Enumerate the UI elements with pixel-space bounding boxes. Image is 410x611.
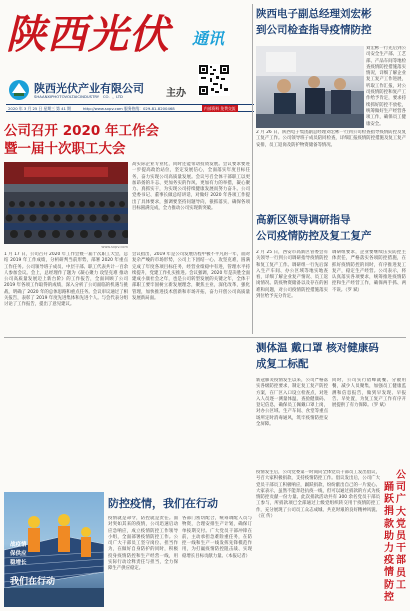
masthead-subtitle: 通讯 — [192, 29, 225, 48]
story-frontline-body-right: 各部门密切配合，统筹调配人员与物资，合理安排生产计划，确保订单按期交付。广大党员干部冲锋在前，主动承担急难险重任务，在防控一线和生产一线发挥先锋模范作用，为打赢疫情防控阻击战、实现稳增长目标贡献力量。（本报记者） — [182, 516, 252, 559]
story-vertical-headline-col2: 踊跃捐款助力疫情防控 — [384, 482, 394, 603]
story-main-headline-1: 公司召开 2020 年工作会 — [4, 123, 159, 139]
photo-caption-4: 我们在行动 — [10, 577, 56, 587]
story-gaoxin-headline-2: 公司疫情防控及复工复产 — [256, 230, 372, 242]
meeting-photo — [256, 46, 364, 128]
story-gaoxin-body-right: 调研组要求，企业要继续压实防控主体责任，严格落实各项防控措施，在抓好疫情防控的同时，有序推进复工复产，稳定生产经营。公司表示，将认真落实各项要求，统筹推进疫情防控和生产经营工作，确保两手抓、两不误。（罗 斌） — [332, 250, 406, 293]
story-main-headline-2: 暨一届十次职工大会 — [4, 141, 126, 157]
story-quality-body-left: 新冠肺炎疫情发生以来，公司严格落实各级防控要求，制定复工复产防控方案，在厂区入口设立检查点，对进入人员逐一测量体温、查验健康码、登记信息，确保员工佩戴口罩上岗，对办公区域、生产车间、食堂等重点场所定时消毒通风，筑牢疫情防控安全屏障。 — [256, 378, 328, 428]
story-top-right-sidebar-text: 刘宏彬一行先后到公司安全生产部、工艺部、产品车间等地检查疫情防控措施落实情况，详细了解企业复工复产工作进展，听取工作汇报，对公司疫情防控和复产工作给予肯定，要求持续抓好防控不放松，统筹做好生产经营各项工作，确保员工健康安全。 — [366, 46, 406, 127]
section-divider — [4, 337, 406, 338]
story-main — [4, 122, 250, 336]
story-top-right — [256, 6, 406, 156]
internal-badge: 内部资料 免费交流 — [204, 105, 236, 111]
website-text: http://www.sxpv.com — [83, 106, 123, 111]
story-top-right-body: 2 月 26 日，陕西电子集团副总经理刘宏彬一行到公司检查指导疫情防控及复工复产工作。公司领导班子成员陪同检查，详细汇报疫情防控措施及复工复产安排，员工返岗及防护物资储备等情况。 — [256, 130, 406, 148]
story-gaoxin-headline-1: 高新区领导调研指导 — [256, 214, 351, 226]
story-vertical-body: 疫情发生后，公司党委第一时间向全体党员干部员工发出倡议，号召大家积极捐款，支持疫情防控工作。倡议发出后，公司广大党员干部员工积极响应，踊跃捐款，纷纷献出自己的一片爱心。大家表示，虽然不能奔赴抗疫一线，但可以通过捐款的方式为疫情防控贡献一份力量。此次捐款活动共有 300 余名党员干部员工参与，所捐款项已全部通过上级党组织转交用于疫情防控工作，充分展现了公司员工众志成城、共克时艰的良好精神风貌。（宣 传） — [256, 470, 380, 520]
column-divider — [252, 4, 253, 334]
company-logo-icon — [8, 79, 30, 101]
qr-code-icon — [198, 64, 230, 96]
photo-caption-2: 保供应 — [10, 551, 27, 557]
story-main-col-right-top: 高实际企业专业化，同时还能带动投资发展。会议要求要进一步提高政治站位，坚定发展信心，全面落实年度目标任务，奋力实现公司高质量发展。会议号召全体干部职工以更加昂扬的斗志、更加务实的作风、更加有力的举措，凝心聚力、真抓实干，为实现公司持续健康发展而努力奋斗。公司党委书记、董事长做总结讲话，对做好 2020 年各项工作提出了具体要求，强调要坚持问题导向，狠抓落实，确保各项目标圆满完成，全力推动公司实现新突破。 — [132, 162, 250, 212]
story-quality — [256, 340, 406, 460]
solar-workers-photo — [4, 492, 104, 607]
story-frontline — [4, 492, 252, 607]
company-name-cn: 陕西光伏产业有限公司 — [34, 82, 144, 95]
photo-caption-1: 战疫情 — [10, 542, 27, 548]
story-vertical-headline-col1: 公司广大党员干部员工 — [396, 470, 406, 591]
story-top-right-headline-1: 陕西电子副总经理刘宏彬 — [256, 8, 372, 20]
story-vertical — [256, 466, 406, 607]
story-gaoxin-body-left: 2 月 25 日，西安市高新区管委会有关领导一行到公司调研指导疫情防控和复工复产工作。调研组一行先后深入生产车间、办公区域等地实地查看，详细了解企业复产情况、员工返岗情况、防疫物资储备以及存在的困难和问题，对公司疫情防控措施落实到位给予充分肯定。 — [256, 250, 328, 300]
hotline-text: 服务热线：029-81-8200468 — [124, 106, 175, 111]
company-name-en: SHAANXIPHOTOVOLTAICINDUSTRY CO．，LTD — [34, 94, 123, 99]
masthead-title: 陕西光伏 — [6, 11, 170, 58]
masthead-info-bar — [6, 104, 254, 112]
sponsor-label: 主办 — [166, 88, 186, 99]
story-main-col-left-bottom: 1 月 17 日，公司召开 2020 年工作会暨一届十次职工大会，总结 2019 年工作成绩，分析研判当前形势，部署 2020 年重点工作任务。公司领导班子成员、中层干部、职工代表共计一百余人参加会议。会上，总经理作了题为《凝心聚力 攻坚克难 推动公司高质量发展迈上新台阶》的工作报告，全面回顾了公司 2019 年各项工作取得的成绩，深入分析了公司面临的机遇与挑战，明确了 2020 年的总体思路和重点任务。会议审议通过了相关报告，表彰了 2019 年度先进集体和先进个人。与会代表分组讨论了工作报告，提出了意见建议。 — [4, 252, 128, 308]
issue-info: 2020 年 3 月 25 日 星期三 第 41 期 — [8, 106, 71, 111]
conference-photo — [4, 162, 128, 244]
story-quality-body-right: 同时，公司实行错峰就餐、分散用餐，减少人员聚集，加强员工健康监测和信息报告，做到早发现、早报告、早处置，为复工复产工作有序开展提供了有力保障。（罗 斌） — [332, 378, 406, 409]
story-main-col-right-bottom: 会议指出，2019 年是公司发展历程中极不平凡的一年，面对复杂严峻的市场形势，公司上下团结一心、攻坚克难，圆满完成了年度各项目标任务，经营业绩稳中有进，管理水平持续提升，党建工作扎实推进。会议强调，2020 年是决胜全面建成小康社会之年，也是公司转型发展的关键之年，全体干部职工要牢固树立新发展理念，聚焦主业，深化改革，强化管理，加快推进技术创新和市场开拓，奋力开创公司高质量发展新局面。 — [132, 252, 250, 302]
photo-caption-3: 稳增长 — [10, 560, 27, 566]
story-gaoxin — [256, 212, 406, 330]
masthead — [6, 4, 254, 122]
story-frontline-headline: 防控疫情，我们在行动 — [108, 497, 218, 510]
story-quality-headline-2: 成复工标配 — [256, 358, 309, 370]
story-top-right-headline-2: 到公司检查指导疫情防控 — [256, 24, 372, 36]
conference-photo-url: www.sxpv.com — [101, 245, 128, 249]
story-quality-headline-1: 测体温 戴口罩 核对健康码 — [256, 342, 379, 354]
story-frontline-body-left: 疫情就是命令，防控就是责任。面对突如其来的疫情，公司迅速启动应急响应，成立疫情防控工作领导小组，全面部署疫情防控工作。公司广大干部员工坚守岗位、担当作为，在做好自身防护的同时，积极投身疫情防控和生产经营一线，用实际行动诠释责任与担当，全力保障生产供应稳定。 — [108, 516, 178, 572]
